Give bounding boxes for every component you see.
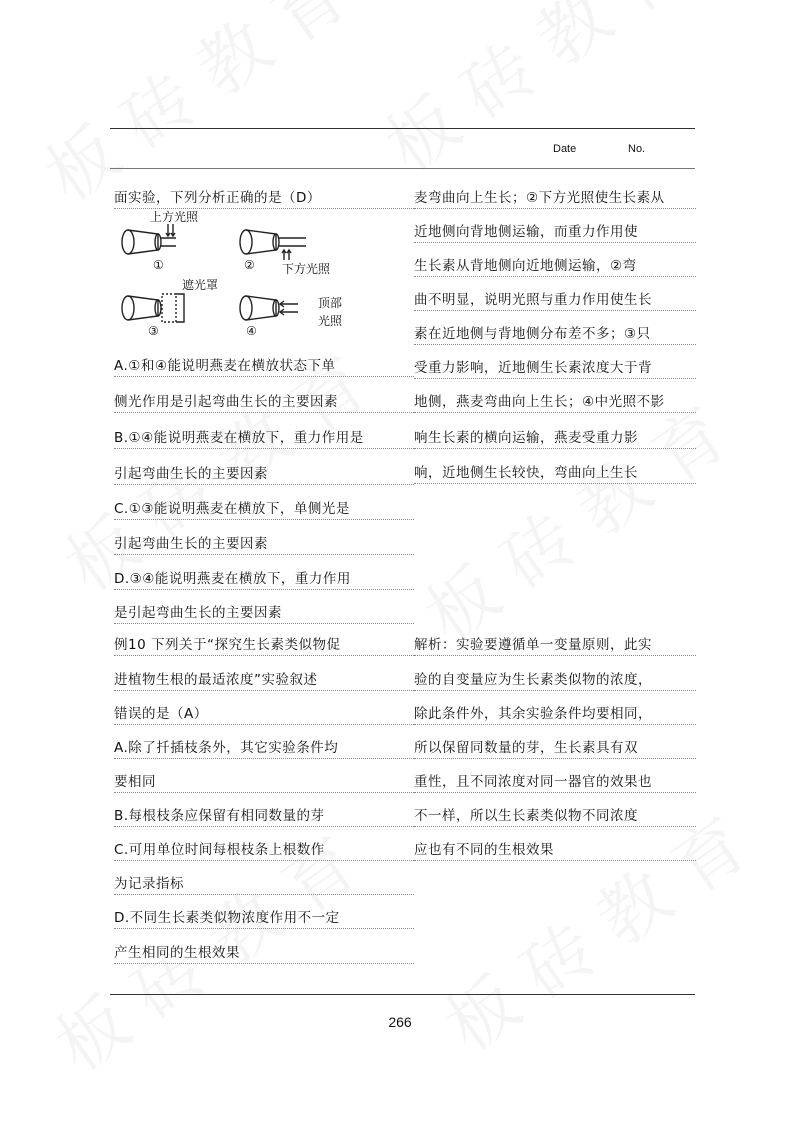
left-line-13: A.除了扦插枝条外，其它实验条件均 xyxy=(114,738,414,759)
header-underline xyxy=(110,168,695,169)
footer-rule xyxy=(110,994,695,995)
right-line-15: 不一样，所以生长素类似物不同浓度 xyxy=(414,806,696,827)
right-line-7: 地侧，燕麦弯曲向上生长；④中光照不影 xyxy=(414,392,696,413)
seedling-4-figure xyxy=(240,296,298,320)
right-line-3: 生长素从背地侧向近地侧运输，②弯 xyxy=(414,256,696,277)
label-shade: 遮光罩 xyxy=(182,278,219,292)
page-number: 266 xyxy=(388,1014,412,1030)
right-line-8: 响生长素的横向运输，燕麦受重力影 xyxy=(414,428,696,449)
left-line-14: 要相同 xyxy=(114,772,414,793)
watermark xyxy=(402,380,744,662)
left-line-15: B.每根枝条应保留有相同数量的芽 xyxy=(114,806,414,827)
left-line-7: 引起弯曲生长的主要因素 xyxy=(114,534,414,555)
right-line-10: 解析：实验要遵循单一变量原则，此实 xyxy=(414,635,696,656)
label-bottom-light: 下方光照 xyxy=(282,262,331,276)
right-line-11: 验的自变量应为生长素类似物的浓度， xyxy=(414,670,696,691)
seedling-2-figure xyxy=(240,230,306,260)
label-num-4: ④ xyxy=(246,324,257,338)
label-top: 顶部 xyxy=(318,296,343,310)
watermark xyxy=(362,0,704,191)
header-rule xyxy=(110,128,695,129)
left-line-1: 面实验，下列分析正确的是（D） xyxy=(114,188,414,209)
left-line-3: 侧光作用是引起弯曲生长的主要因素 xyxy=(114,392,414,413)
right-line-2: 近地侧向背地侧运输，而重力作用使 xyxy=(414,222,696,243)
left-line-16: C.可用单位时间每根枝条上根数作 xyxy=(114,840,414,861)
left-line-11: 进植物生根的最适浓度”实验叙述 xyxy=(114,670,414,691)
right-line-6: 受重力影响，近地侧生长素浓度大于背 xyxy=(414,358,696,379)
seedling-3-figure xyxy=(122,294,184,322)
left-line-17: 为记录指标 xyxy=(114,874,414,895)
label-num-3: ③ xyxy=(148,324,159,338)
right-line-4: 曲不明显，说明光照与重力作用使生长 xyxy=(414,290,696,311)
left-line-12: 错误的是（A） xyxy=(114,704,414,725)
left-line-19: 产生相同的生根效果 xyxy=(114,943,414,964)
right-line-5: 素在近地侧与背地侧分布差不多；③只 xyxy=(414,324,696,345)
number-label: No. xyxy=(628,143,646,155)
label-num-2: ② xyxy=(244,258,255,272)
left-line-2: A.①和④能说明燕麦在横放状态下单 xyxy=(114,356,414,377)
left-line-5: 引起弯曲生长的主要因素 xyxy=(114,464,414,485)
left-line-18: D.不同生长素类似物浓度作用不一定 xyxy=(114,908,414,929)
right-line-14: 重性，且不同浓度对同一器官的效果也 xyxy=(414,772,696,793)
date-label: Date xyxy=(553,143,577,155)
left-line-9: 是引起弯曲生长的主要因素 xyxy=(114,603,414,624)
label-top-light: 上方光照 xyxy=(150,210,199,224)
right-line-16: 应也有不同的生根效果 xyxy=(414,840,696,861)
right-line-12: 除此条件外，其余实验条件均要相同， xyxy=(414,704,696,725)
left-line-4: B.①④能说明燕麦在横放下，重力作用是 xyxy=(114,428,414,449)
right-line-13: 所以保留同数量的芽，生长素具有双 xyxy=(414,738,696,759)
left-line-6: C.①③能说明燕麦在横放下，单侧光是 xyxy=(114,499,414,520)
label-light: 光照 xyxy=(318,314,343,328)
left-line-10: 例10 下列关于“探究生长素类似物促 xyxy=(114,635,414,656)
right-line-1: 麦弯曲向上生长；②下方光照使生长素从 xyxy=(414,188,696,209)
seedling-1-figure xyxy=(122,224,176,254)
left-line-8: D.③④能说明燕麦在横放下，重力作用 xyxy=(114,569,414,590)
label-num-1: ① xyxy=(153,258,164,272)
right-line-9: 响，近地侧生长较快，弯曲向上生长 xyxy=(414,463,696,484)
